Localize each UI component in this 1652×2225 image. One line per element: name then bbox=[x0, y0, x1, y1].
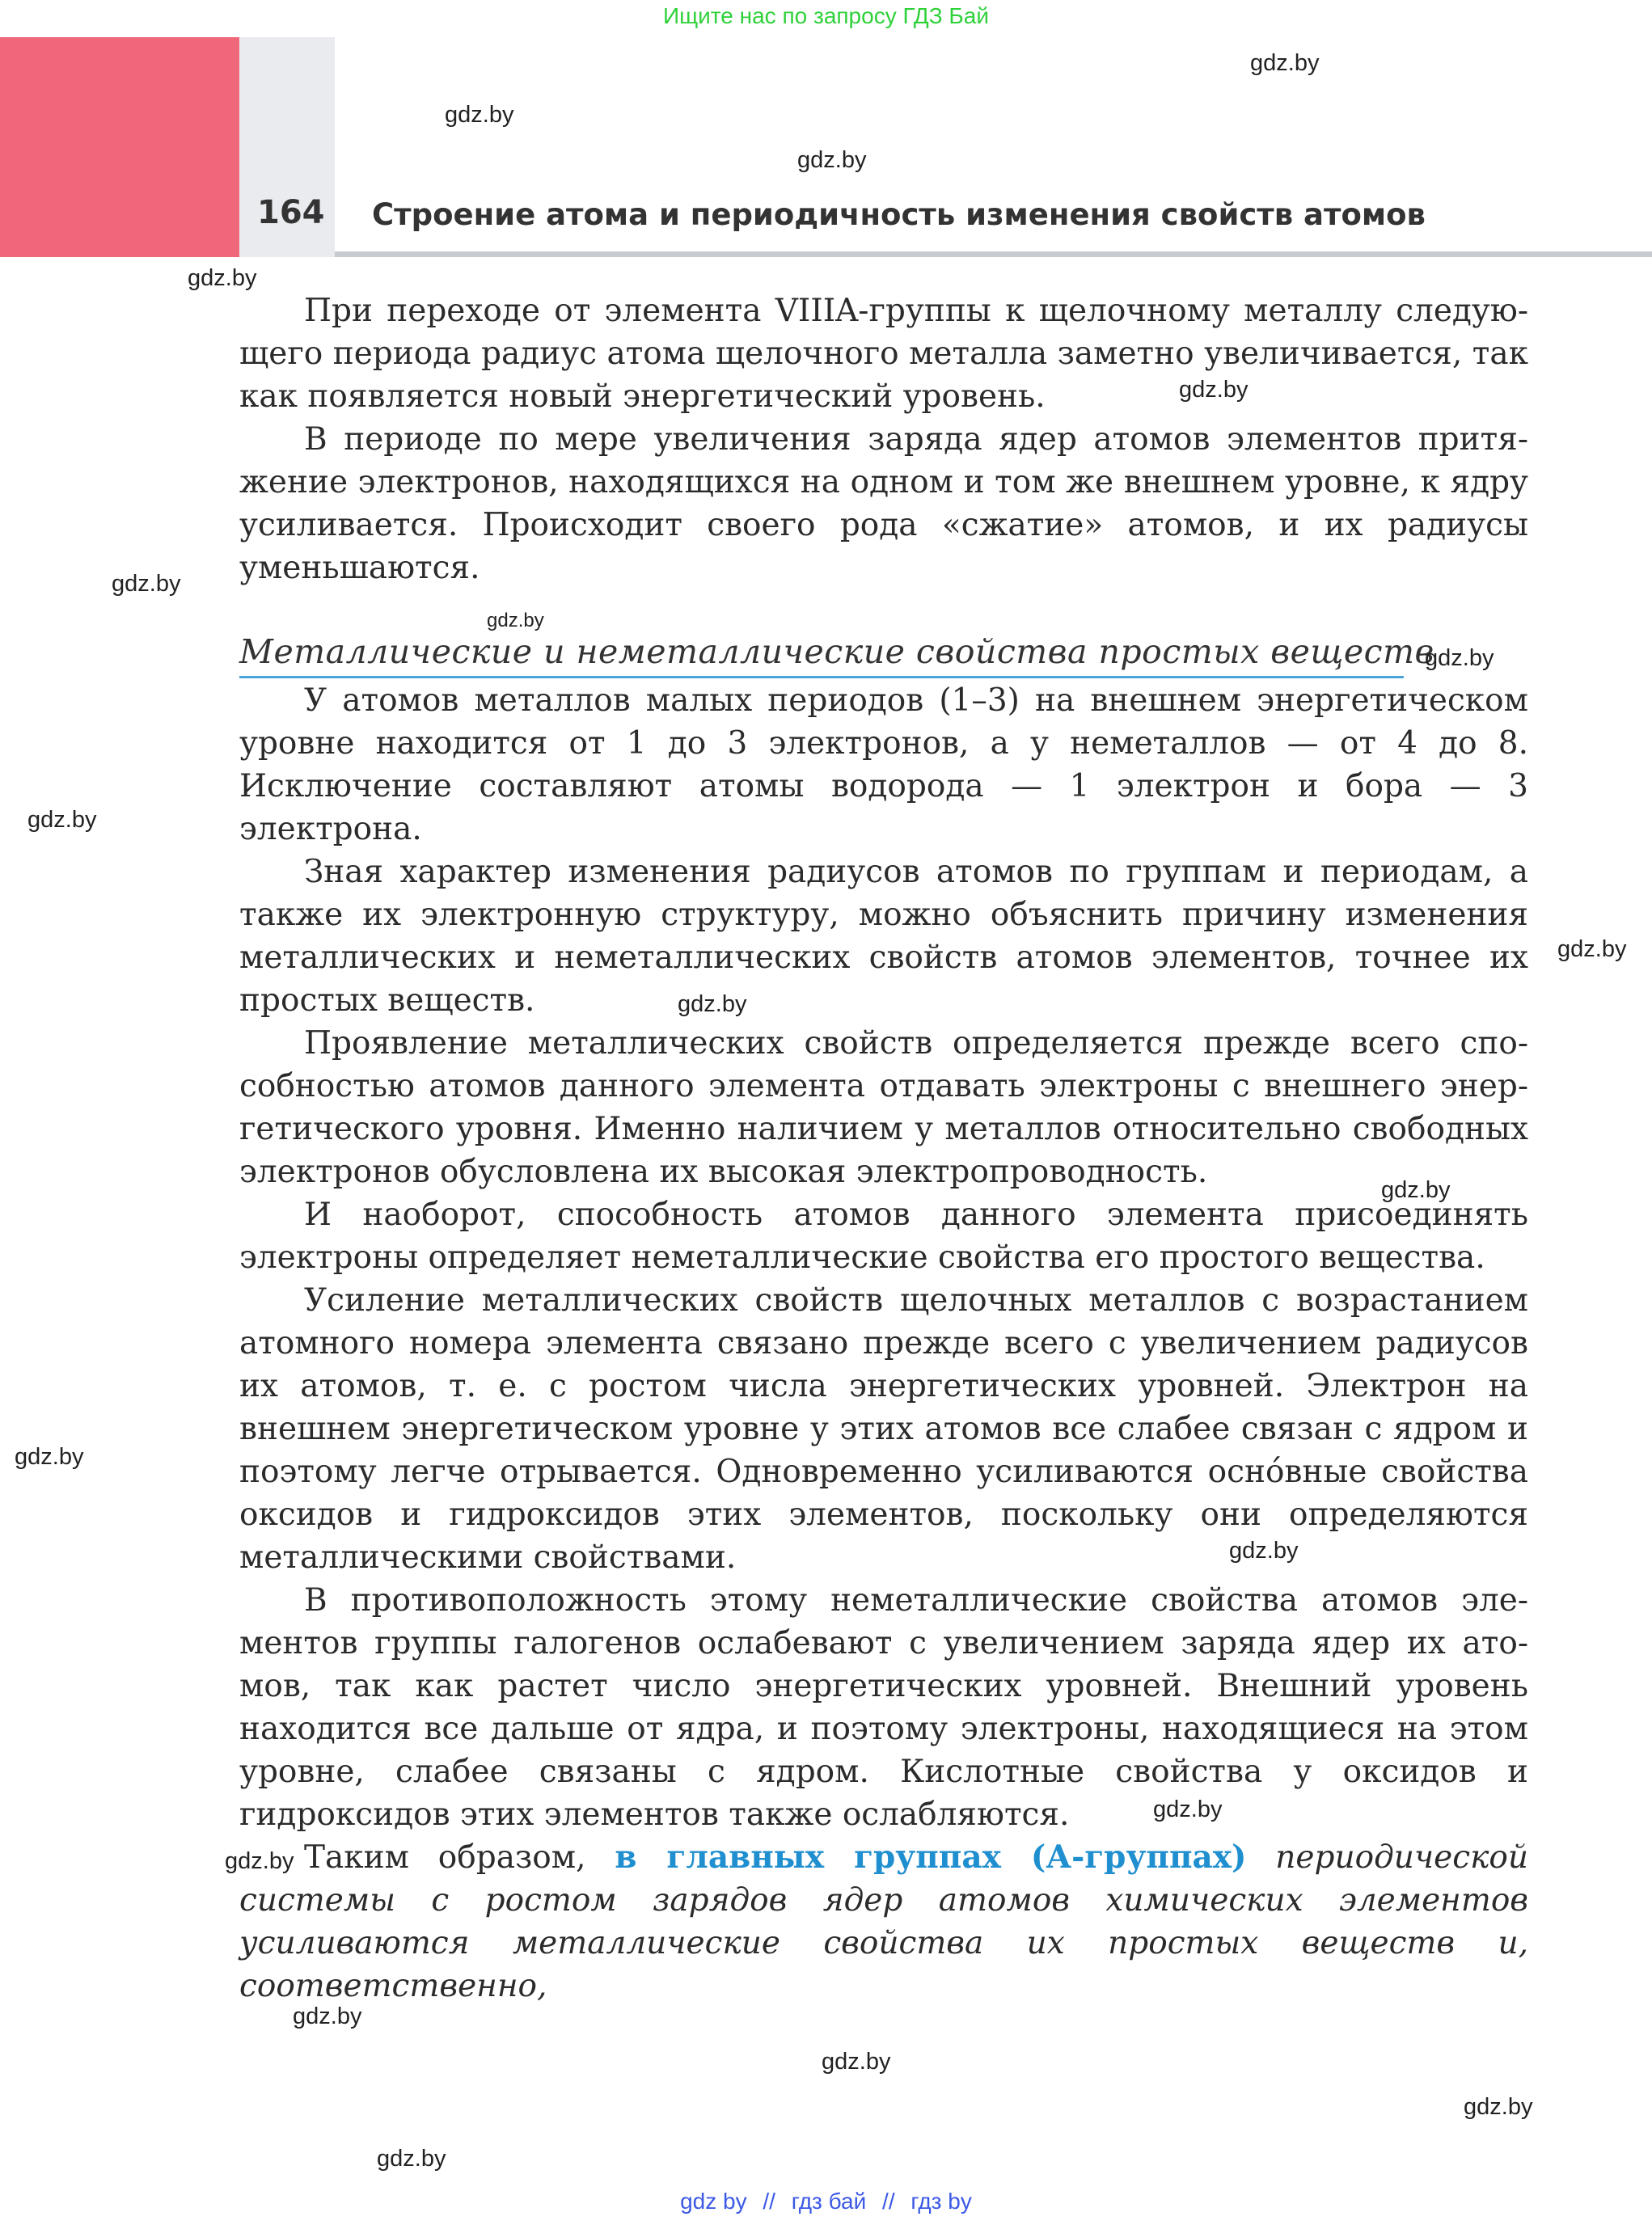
watermark: gdz.by bbox=[822, 2049, 891, 2075]
watermark: gdz.by bbox=[1557, 936, 1627, 962]
section-subheading: Металлические и неметаллические свойства простых веществ bbox=[239, 627, 1404, 678]
watermark: gdz.by bbox=[1229, 1538, 1299, 1564]
footer-separator: // bbox=[763, 2189, 775, 2214]
text-block-2 bbox=[239, 679, 1528, 2008]
footer-link[interactable]: гдз бай bbox=[791, 2189, 867, 2214]
watermark: gdz.by bbox=[377, 2146, 446, 2172]
page-title: Строение атома и периодичность изменения свойств атомов bbox=[372, 197, 1426, 232]
paragraph: И наоборот, способность атомов данного элемента присоединять электроны определяет неметаллические свойства его простого вещества. bbox=[239, 1197, 1528, 1276]
footer-link[interactable]: гдз by bbox=[911, 2189, 972, 2214]
watermark: gdz.by bbox=[1153, 1796, 1223, 1822]
header-rule bbox=[335, 251, 1652, 257]
watermark: gdz.by bbox=[293, 2003, 362, 2029]
watermark: gdz.by bbox=[1425, 645, 1494, 671]
paragraph: Зная характер изменения радиусов атомов по группам и периодам, а также их электронную структуру, можно объяснить причину изменения металлических и неметаллических свойств атомов элементов, точнее их простых веществ. bbox=[239, 854, 1528, 1019]
page-number: 164 bbox=[257, 194, 325, 231]
watermark: gdz.by bbox=[27, 807, 97, 833]
footer-separator: // bbox=[882, 2189, 895, 2214]
watermark: gdz.by bbox=[678, 991, 747, 1017]
highlight-term: в главных группах (А-группах) bbox=[615, 1839, 1247, 1876]
watermark: gdz.by bbox=[1250, 50, 1320, 76]
watermark: gdz.by bbox=[1464, 2094, 1533, 2120]
conclusion-italic: периодической системы с ростом зарядов ядер атомов химических элементов усиливаются металлические свойства их простых веществ и, соответственно, bbox=[239, 1839, 1528, 2004]
footer-link[interactable]: gdz by bbox=[680, 2189, 747, 2214]
watermark: gdz.by bbox=[1179, 377, 1249, 403]
conclusion-lead: Таким образом, bbox=[304, 1839, 615, 1876]
watermark: gdz.by bbox=[225, 1848, 294, 1874]
watermark: gdz.by bbox=[445, 102, 514, 128]
paragraph: При переходе от элемента VIIIA-группы к щелочному металлу следующего периода радиус атома щелочного металла заметно увеличивается, так как появляется новый энергетический уровень. bbox=[239, 293, 1528, 415]
footer-links bbox=[0, 2189, 1652, 2214]
top-banner[interactable]: Ищите нас по запросу ГДЗ Бай bbox=[662, 3, 990, 28]
conclusion-paragraph bbox=[239, 1836, 1528, 2008]
paragraph: Усиление металлических свойств щелочных металлов с возрастанием атомного номера элемента связано прежде всего с увеличением радиусов их атомов, т. е. с ростом числа энергетических уровней. Электрон на внешнем энергетическом уровне у этих атомов все слабее связан с ядром и поэтому легче отрывается. Одновременно усиливаются осно́вные свойства оксидов и гидроксидов этих элементов, поскольку они определяются металлическими свойствами. bbox=[239, 1282, 1528, 1576]
header-color-block bbox=[0, 37, 239, 257]
watermark: gdz.by bbox=[112, 571, 181, 597]
watermark: gdz.by bbox=[487, 610, 544, 631]
watermark: gdz.by bbox=[797, 147, 867, 173]
paragraph: Проявление металлических свойств определяется прежде всего способностью атомов данного элемента отдавать электроны с внешнего энергетического уровня. Именно наличием у металлов относительно свободных электронов обусловлена их высокая электропроводность. bbox=[239, 1025, 1528, 1190]
text-block-1 bbox=[239, 289, 1528, 589]
paragraph: В противоположность этому неметаллические свойства атомов элементов группы галогенов ослабевают с увеличением заряда ядер их атомов, так как растет число энергетических уровней. Внешний уровень находится все дальше от ядра, и поэтому электроны, находящиеся на этом уровне, слабее связаны с ядром. Кислотные свойства у оксидов и гидроксидов этих элементов также ослабляются. bbox=[239, 1582, 1528, 1833]
paragraph: У атомов металлов малых периодов (1–3) на внешнем энергетическом уровне находится от 1 до 3 электронов, а у неметаллов — от 4 до 8. Исключение составляют атомы водорода — 1 электрон и бора — 3 электрона. bbox=[239, 682, 1528, 847]
watermark: gdz.by bbox=[188, 265, 257, 291]
paragraph: В периоде по мере увеличения заряда ядер атомов элементов притяжение электронов, находящихся на одном и том же внешнем уровне, к ядру усиливается. Происходит своего рода «сжатие» атомов, и их радиусы уменьшаются. bbox=[239, 421, 1528, 586]
watermark: gdz.by bbox=[15, 1444, 84, 1470]
watermark: gdz.by bbox=[1381, 1177, 1451, 1203]
